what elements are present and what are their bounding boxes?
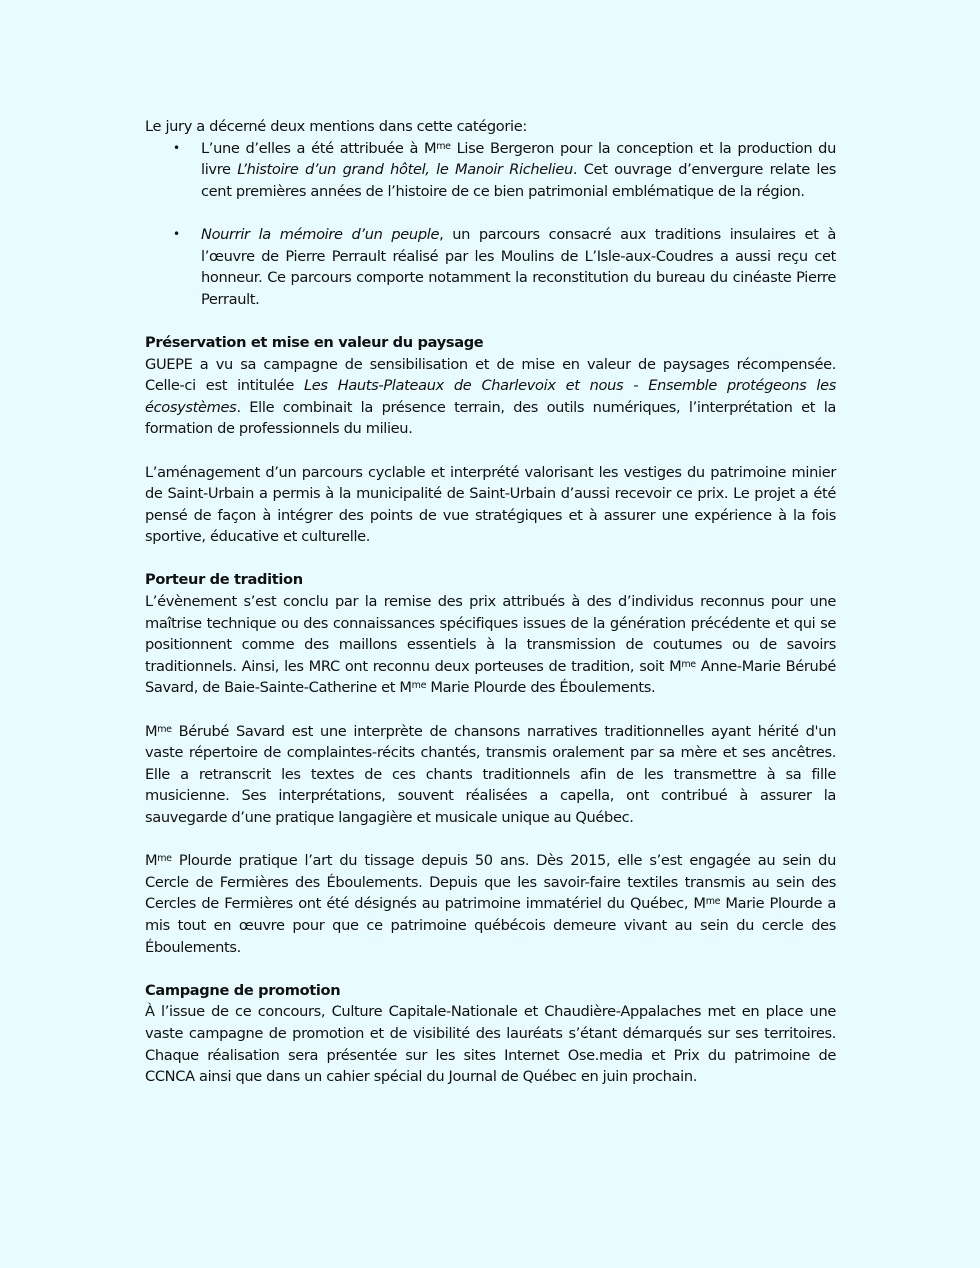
paragraph-text: GUEPE a vu sa campagne de sensibilisation et de mise en valeur de paysages récompensée. Celle-ci est intitulée — [145, 355, 836, 395]
bullet-icon: • — [173, 140, 180, 155]
paragraph-text: Marie Plourde des Éboulements. — [426, 679, 656, 697]
paragraph: L’aménagement d’un parcours cyclable et interprété valorisant les vestiges du patrimoine minier de Saint-Urbain a permis à la municipalité de Saint-Urbain d’aussi recevoir ce prix. Le projet a été pensé de façon à intégrer des points de vue stratégiques et à assurer une expérience à la fois sportive, éducative et culturelle. — [145, 463, 836, 546]
section-heading-promotion: Campagne de promotion — [145, 981, 341, 999]
paragraph: À l’issue de ce concours, Culture Capitale-Nationale et Chaudière-Appalaches met en place une vaste campagne de promotion et de visibilité des lauréats s’étant démarqués sur ses territoires. Chaque réalisation sera présentée sur les sites Internet Ose.media et Prix du patrimoine de CCNCA ainsi que dans un cahier spécial du Journal de Québec en juin prochain. — [145, 1003, 836, 1086]
list-item — [145, 224, 836, 310]
paragraph — [145, 354, 836, 440]
paragraph — [145, 850, 836, 958]
mention-text: L’une d’elles a été attribuée à M — [201, 139, 437, 157]
intro-text: Le jury a décerné deux mentions dans cette catégorie: — [145, 118, 527, 135]
spacer — [145, 829, 836, 851]
paragraph-text: Plourde pratique l’art du tissage depuis 50 ans. Dès 2015, elle s’est engagée au sein du Cercle de Fermières des Éboulements. Depuis que les savoir-faire textiles transmis au sein des Cercles de Fermières ont été désignés au patrimoine immatériel du Québec, M — [145, 852, 836, 913]
spacer — [145, 548, 836, 570]
bullet-icon: • — [173, 226, 180, 241]
paragraph-text: Bérubé Savard est une interprète de chansons narratives traditionnelles ayant hérité d'un vaste répertoire de complaintes-récits chantés, transmis oralement par sa mère et ses ancêtres. Elle a retranscrit les textes de ces chants traditionnels afin de les transmettre à sa fille musicienne. Ses interprétations, souvent réalisées a capella, ont contribué à assurer la sauvegarde d’une pratique langagière et musicale unique au Québec. — [145, 722, 836, 826]
mentions-list — [145, 138, 836, 311]
spacer — [145, 202, 836, 224]
project-title: Nourrir la mémoire d’un peuple — [201, 225, 440, 243]
spacer — [145, 310, 836, 332]
mention-text: . Cet ouvrage d’envergure relate les cent premières années de l’histoire de ce bien patrimonial emblématique de la région. — [201, 161, 836, 200]
mention-text: , un parcours consacré aux traditions insulaires et à l’œuvre de Pierre Perrault réalisé par les Moulins de L’Isle-aux-Coudres a aussi reçu cet honneur. Ce parcours comporte notamment la reconstitution du bureau du cinéaste Pierre Perrault. — [201, 225, 836, 308]
paragraph-text: L’évènement s’est conclu par la remise des prix attribués à des d’individus reconnus pour une maîtrise technique ou des connaissances spécifiques issues de la génération précédente et qui se positionnent comme des maillons essentiels à la transmission de coutumes ou de savoirs traditionnels. Ainsi, les MRC ont reconnu deux porteuses de tradition, soit M — [145, 593, 836, 675]
spacer — [145, 699, 836, 721]
superscript: me — [681, 658, 696, 670]
paragraph-text: Anne-Marie Bérubé Savard, de Baie-Sainte-Catherine et M — [145, 657, 836, 697]
paragraph-text: Marie Plourde a mis tout en œuvre pour que ce patrimoine québécois demeure vivant au sein du cercle des Éboulements. — [145, 895, 836, 956]
section-heading-tradition: Porteur de tradition — [145, 571, 303, 589]
superscript: me — [411, 680, 427, 692]
paragraph-text: . Elle combinait la présence terrain, des outils numériques, l’interprétation et la formation de professionnels du milieu. — [145, 398, 836, 438]
superscript: me — [705, 896, 721, 908]
superscript: me — [157, 853, 172, 865]
paragraph-text: M — [145, 722, 158, 740]
section-heading-paysage: Préservation et mise en valeur du paysage — [145, 333, 484, 351]
paragraph-text: M — [145, 852, 158, 870]
campaign-title: Les Hauts-Plateaux de Charlevoix et nous - Ensemble protégeons les écosystèmes — [145, 377, 836, 416]
book-title: L’histoire d’un grand hôtel, le Manoir Richelieu — [237, 161, 573, 179]
superscript: me — [436, 140, 451, 152]
superscript: me — [157, 723, 172, 735]
paragraph — [145, 721, 836, 829]
paragraph — [145, 591, 836, 699]
mention-text: Lise Bergeron pour la conception et la production du livre — [201, 139, 836, 179]
spacer — [145, 958, 836, 980]
list-item — [145, 138, 836, 203]
spacer — [145, 440, 836, 462]
